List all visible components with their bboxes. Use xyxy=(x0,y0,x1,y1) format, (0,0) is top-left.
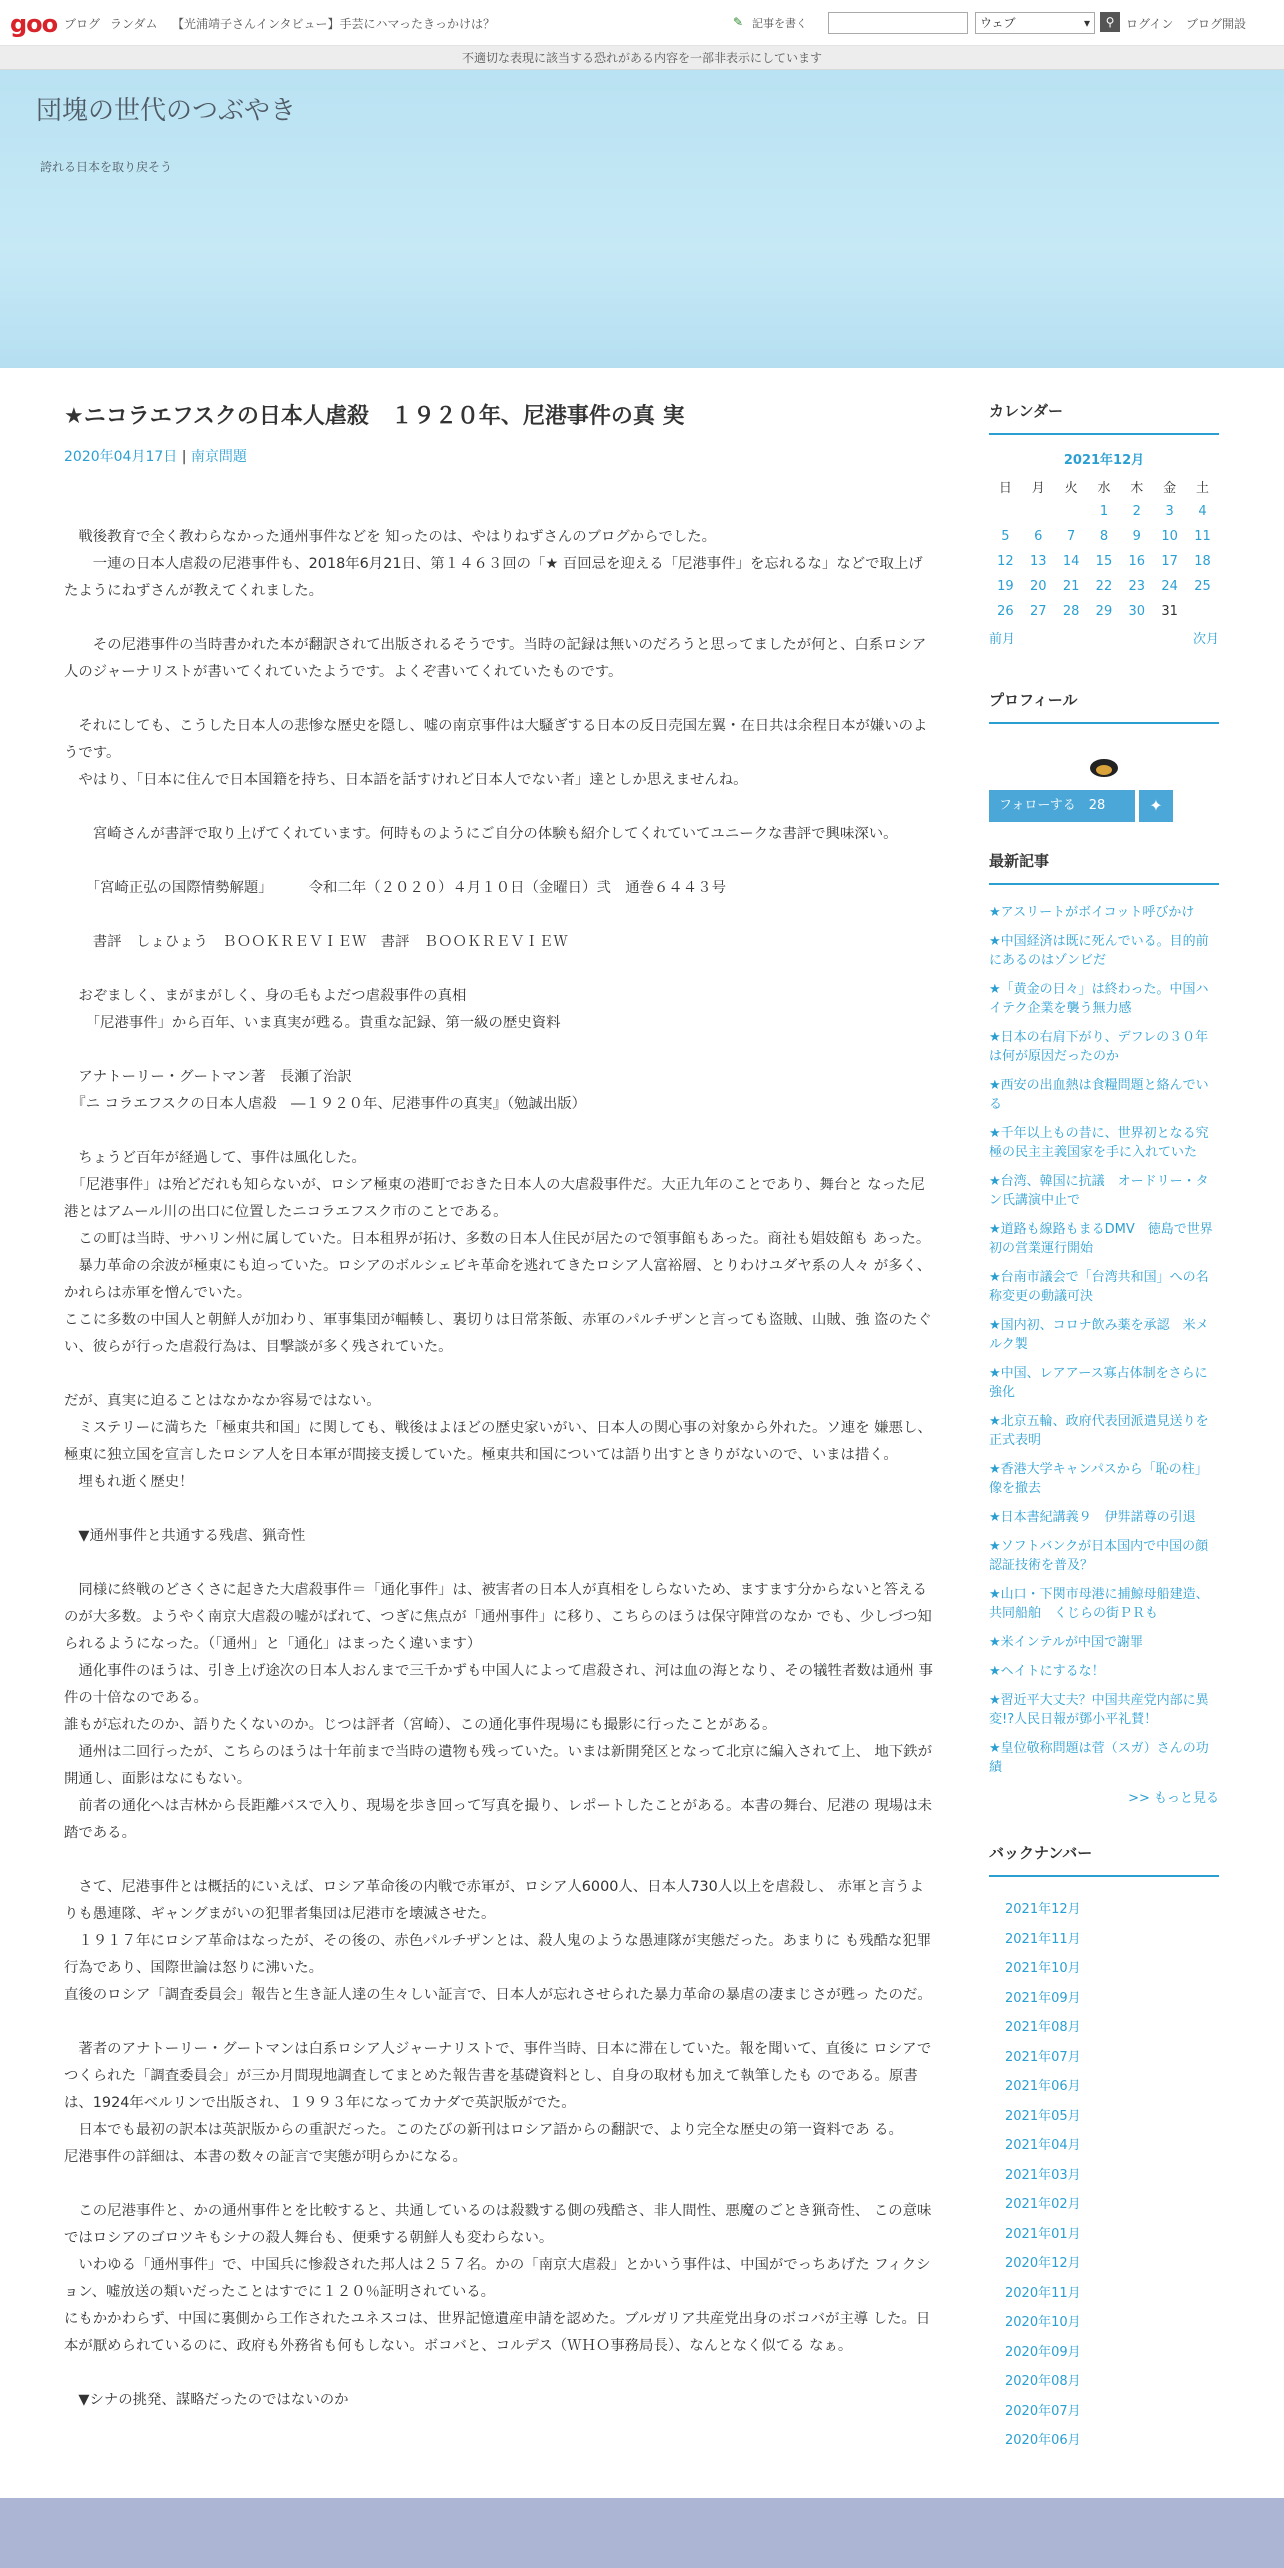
article-paragraph: 暴力革命の余波が極東にも迫っていた。ロシアのボルシェビキ革命を逃れてきたロシア人富裕層、とりわけユダヤ系の人々 が多く、かれらは赤軍を憎んでいた。 xyxy=(64,1258,932,1301)
calendar-day[interactable] xyxy=(989,574,1022,599)
archive-month-link[interactable]: 2020年08月 xyxy=(1005,2374,1081,2389)
article-paragraph: 同様に終戦のどさくさに起きた大虐殺事件＝「通化事件」は、被害者の日本人が真相をしらないため、ますます分からないと答えるのが大多数。ようやく南京大虐殺の嘘がばれて、つぎに焦点が「通州事件」に移り、こちらのほうは保守陣営のなか でも、少しづつ知られるようになった。（「通州」と「通化」はまったく違います） xyxy=(64,1582,932,1652)
calendar-day-link[interactable]: 6 xyxy=(1034,529,1043,544)
follow-button[interactable] xyxy=(989,790,1135,822)
article-paragraph: 尼港事件の詳細は、本書の数々の証言で実態が明らかになる。 xyxy=(64,2149,467,2165)
calendar-day[interactable] xyxy=(1055,549,1088,574)
calendar-day-link[interactable]: 24 xyxy=(1161,579,1178,594)
archive-month-link[interactable]: 2020年11月 xyxy=(1005,2285,1081,2301)
article-paragraph: だが、真実に迫ることはなかなか容易ではない。 xyxy=(64,1393,381,1409)
recent-article-link[interactable]: ★中国、レアアース寡占体制をさらに強化 xyxy=(989,1366,1208,1400)
archive-month-link[interactable]: 2021年11月 xyxy=(1005,1931,1081,1947)
recent-article-link[interactable]: ★アスリートがボイコット呼びかけ xyxy=(989,905,1195,920)
recent-article-link[interactable]: ★「黄金の日々」は終わった。中国ハイテク企業を襲う無力感 xyxy=(989,982,1209,1016)
article xyxy=(64,400,934,2414)
calendar-day[interactable] xyxy=(1022,574,1055,599)
article-paragraph: ミステリーに満ちた「極東共和国」に関しても、戦後はよほどの歴史家いがい、日本人の関心事の対象から外れた。ソ連を 嫌悪し、極東に独立国を宣言したロシア人を日本軍が間接支援していた。極東共和国については語り出すときりがないので、いまは措く。 xyxy=(64,1420,932,1463)
recent-article-link[interactable]: ★西安の出血熱は食糧問題と絡んでいる xyxy=(989,1078,1209,1112)
article-paragraph: やはり、「日本に住んで日本国籍を持ち、日本語を話すけれど日本人でない者」達としか思えませんね。 xyxy=(64,772,748,788)
article-paragraph: さて、尼港事件とは概括的にいえば、ロシア革命後の内戦で赤軍が、ロシア人6000人、日本人730人以上を虐殺し、 赤軍と言うよりも愚連隊、ギャングまがいの犯罪者集団は尼港市を壊滅させた。 xyxy=(64,1879,924,1922)
recent-article-link[interactable]: ★山口・下関市母港に捕鯨母船建造、共同船舶 くじらの街ＰＲも xyxy=(989,1587,1209,1621)
archive-month-link[interactable]: 2021年08月 xyxy=(1005,2020,1081,2035)
article-paragraph: 「尼港事件」は殆どだれも知らないが、ロシア極東の港町でおきた日本人の大虐殺事件だ。大正九年のことであり、舞台と なった尼港とはアムール川の出口に位置したニコラエフスク市のことである。 xyxy=(64,1177,925,1220)
article-title: ★ニコラエフスクの日本人虐殺 １９２０年、尼港事件の真 実 xyxy=(64,404,685,429)
calendar-day[interactable] xyxy=(1088,499,1121,524)
calendar-day-link[interactable]: 13 xyxy=(1029,554,1047,569)
calendar-day-link[interactable]: 26 xyxy=(997,604,1014,619)
calendar-day[interactable] xyxy=(1153,524,1186,549)
article-paragraph xyxy=(64,1847,934,1874)
archive-month-link[interactable]: 2021年12月 xyxy=(1005,1902,1081,1917)
blog-header xyxy=(0,70,1284,368)
archive-month-link[interactable]: 2020年06月 xyxy=(1005,2433,1081,2448)
article-paragraph xyxy=(64,2171,934,2198)
search-scope-value: ウェブ xyxy=(980,16,1016,30)
meta-separator: | xyxy=(181,449,187,465)
calendar-table xyxy=(989,474,1219,624)
calendar-day-link[interactable]: 20 xyxy=(1029,579,1047,594)
article-paragraph: 戦後教育で全く教わらなかった通州事件などを 知ったのは、やはりねずさんのブログからでした。 xyxy=(64,529,717,545)
calendar-day-link[interactable]: 23 xyxy=(1128,579,1146,594)
calendar-day-link[interactable]: 28 xyxy=(1062,604,1080,619)
article-paragraph: それにしても、こうした日本人の悲惨な歴史を隠し、嘘の南京事件は大騒ぎする日本の反日売国左翼・在日共は余程日本が嫌いのようです。 xyxy=(64,718,928,761)
article-paragraph: ▼シナの挑発、謀略だったのではないのか xyxy=(64,2392,349,2408)
article-paragraph: 通州は二回行ったが、こちらのほうは十年前まで当時の遺物も残っていた。いまは新開発区となって北京に編入されて上、 地下鉄が開通し、面影はなにもない。 xyxy=(64,1744,933,1787)
article-paragraph: 宮崎さんが書評で取り上げてくれています。何時ものようにご自分の体験も紹介してくれていてユニークな書評で興味深い。 xyxy=(64,826,898,842)
calendar-day[interactable] xyxy=(1088,549,1121,574)
calendar-day-link[interactable]: 18 xyxy=(1194,554,1211,569)
open-blog-link[interactable]: ブログ開設 xyxy=(1186,17,1247,31)
article-category-link[interactable]: 南京問題 xyxy=(190,449,247,465)
calendar-day-link[interactable]: 12 xyxy=(997,554,1014,569)
calendar-day-link[interactable]: 5 xyxy=(1001,529,1010,544)
article-paragraph xyxy=(64,1496,934,1523)
calendar-day-link[interactable]: 10 xyxy=(1161,529,1178,544)
calendar-day[interactable] xyxy=(989,549,1022,574)
calendar-day-link[interactable]: 2 xyxy=(1132,504,1141,519)
calendar-weekday: 水 xyxy=(1097,481,1111,496)
article-paragraph xyxy=(64,956,934,983)
calendar-weekday: 土 xyxy=(1196,481,1210,496)
recent-article-link[interactable]: ★道路も線路もまるDMV 徳島で世界初の営業運行開始 xyxy=(989,1222,1213,1256)
recent-article-link[interactable]: ★米インテルが中国で謝罪 xyxy=(989,1635,1144,1650)
article-paragraph xyxy=(64,902,934,929)
article-paragraph: 日本でも最初の訳本は英訳版からの重訳だった。このたびの新刊はロシア語からの翻訳で、より完全な歴史の第一資料であ る。 xyxy=(64,2122,903,2138)
global-topbar xyxy=(0,0,1284,46)
bottom-overlay xyxy=(0,2498,1284,2568)
recent-article-link[interactable]: ★北京五輪、政府代表団派遣見送りを正式表明 xyxy=(989,1414,1209,1448)
calendar-day[interactable] xyxy=(1153,574,1186,599)
follow-count: 28 xyxy=(1088,798,1106,813)
calendar-day-link[interactable]: 21 xyxy=(1062,579,1080,594)
article-paragraph xyxy=(64,1118,934,1145)
article-paragraph: ▼通州事件と共通する残虐、猟奇性 xyxy=(64,1528,306,1544)
calendar-day-link[interactable]: 4 xyxy=(1198,504,1207,519)
article-body xyxy=(64,524,934,2414)
archive-month-link[interactable]: 2021年06月 xyxy=(1005,2079,1081,2094)
recent-heading: 最新記事 xyxy=(989,850,1219,885)
article-paragraph: 一連の日本人虐殺の尼港事件も、2018年6月21日、第１４６３回の「★ 百回忌を迎える「尼港事件」を忘れるな」などで取上げたようにねずさんが教えてくれました。 xyxy=(64,556,923,599)
calendar-day-link[interactable]: 8 xyxy=(1099,529,1109,544)
article-paragraph: ここに多数の中国人と朝鮮人が加わり、軍事集団が輻輳し、裏切りは日常茶飯、赤軍のパルチザンと言っても盗賊、山賊、強 盗のたぐい、彼らが行った虐殺行為は、目撃談が多く残されていた。 xyxy=(64,1312,932,1355)
article-paragraph: 著者のアナトーリー・グートマンは白系ロシア人ジャーナリストで、事件当時、日本に滞在していた。報を聞いて、直後に ロシアでつくられた「調査委員会」が三か月間現地調査してまとめた報告書を基礎資料とし、自身の取材も加えて執筆したも のである。原書は、1924年ベルリンで出版され、１９９３年になってカナダで英訳版がでた。 xyxy=(64,2041,932,2111)
calendar-day-link[interactable]: 15 xyxy=(1095,554,1113,569)
recent-article-link[interactable]: ★台湾、韓国に抗議 オードリー・タン氏講演中止で xyxy=(989,1174,1209,1208)
recent-article-link[interactable]: ★香港大学キャンパスから「恥の柱」像を撤去 xyxy=(989,1462,1208,1496)
article-paragraph: 「宮崎正弘の国際情勢解題」 令和二年（２０２０）４月１０日（金曜日）弐 通巻６４４３号 xyxy=(64,880,726,896)
search-icon[interactable]: ⚲ xyxy=(1100,12,1120,32)
archive-month-link[interactable]: 2020年12月 xyxy=(1005,2256,1081,2271)
recent-article-link[interactable]: ★日本書紀講義９ 伊弉諾尊の引退 xyxy=(989,1510,1196,1525)
calendar-prev-link[interactable]: 前月 xyxy=(989,632,1016,647)
calendar-weekday: 木 xyxy=(1130,481,1144,496)
search-scope-select[interactable] xyxy=(975,12,1095,34)
article-date: 2020年04月17日 xyxy=(64,449,178,465)
archive-month-link[interactable]: 2021年09月 xyxy=(1005,1990,1081,2006)
article-paragraph: 埋もれ逝く歴史！ xyxy=(64,1474,194,1490)
article-paragraph: その尼港事件の当時書かれた本が翻訳されて出版されるそうです。当時の記録は無いのだろうと思ってましたが何と、白系ロシア人のジャーナリストが書いてくれていたようです。よくぞ書いてくれていたものです。 xyxy=(64,637,927,680)
profile-avatar[interactable] xyxy=(989,754,1219,778)
article-paragraph: おぞましく、まがまがしく、身の毛もよだつ虐殺事件の真相 xyxy=(64,988,467,1004)
article-paragraph xyxy=(64,686,934,713)
notice-bar: 不適切な表現に該当する恐れがある内容を一部非表示にしています xyxy=(0,46,1284,70)
calendar-day-link[interactable]: 29 xyxy=(1095,604,1113,619)
login-link[interactable]: ログイン xyxy=(1126,17,1174,31)
calendar-day[interactable] xyxy=(989,524,1022,549)
calendar-day[interactable] xyxy=(1055,524,1088,549)
article-paragraph xyxy=(64,1550,934,1577)
archive-month-link[interactable]: 2021年04月 xyxy=(1005,2138,1081,2153)
article-paragraph: 「尼港事件」から百年、いま真実が甦る。貴重な記録、第一級の歴史資料 xyxy=(64,1015,561,1031)
article-meta xyxy=(64,446,934,466)
calendar-day-link[interactable]: 14 xyxy=(1062,554,1080,569)
calendar-day[interactable] xyxy=(1186,499,1219,524)
profile-heading: プロフィール xyxy=(989,689,1219,724)
archive-month-link[interactable]: 2021年02月 xyxy=(1005,2197,1081,2212)
recent-article-link[interactable]: ★ヘイトにするな！ xyxy=(989,1664,1105,1679)
calendar-day xyxy=(1186,599,1219,624)
calendar-day-link[interactable]: 16 xyxy=(1128,554,1146,569)
calendar-day[interactable] xyxy=(1088,524,1121,549)
article-paragraph: １９１７年にロシア革命はなったが、その後の、赤色パルチザンとは、殺人鬼のような愚連隊が実態だった。あまりに も残酷な犯罪行為であり、国際世論は怒りに沸いた。 xyxy=(64,1933,932,1976)
article-paragraph: いわゆる「通州事件」で、中国兵に惨殺された邦人は２５７名。かの「南京大虐殺」とかいう事件は、中国がでっちあげた フィクション、嘘放送の類いだったことはすでに１２０％証明されている。 xyxy=(64,2257,931,2300)
topbar-link-random[interactable]: ランダム xyxy=(110,17,158,31)
archive-month-link[interactable]: 2020年09月 xyxy=(1005,2344,1081,2360)
calendar-weekday: 日 xyxy=(998,481,1012,496)
calendar-day[interactable] xyxy=(1153,549,1186,574)
article-paragraph xyxy=(64,2360,934,2387)
calendar-day[interactable] xyxy=(1186,549,1219,574)
calendar-day-link[interactable]: 22 xyxy=(1095,579,1113,594)
archive-month-link[interactable]: 2021年05月 xyxy=(1005,2108,1081,2124)
recent-article-link[interactable]: ★ソフトバンクが日本国内で中国の顔認証技術を普及？ xyxy=(989,1539,1209,1573)
article-paragraph: 誰もが忘れたのか、語りたくないのか。じつは評者（宮崎）、この通化事件現場にも撮影に行ったことがある。 xyxy=(64,1717,777,1733)
recent-article-link[interactable]: ★国内初、コロナ飲み薬を承認 米メルク製 xyxy=(989,1318,1209,1352)
pencil-icon: ✎ xyxy=(733,15,744,29)
article-paragraph: ちょうど百年が経過して、事件は風化した。 xyxy=(64,1150,366,1166)
blog-description: 誇れる日本を取り戻そう xyxy=(40,160,173,174)
calendar-day-link[interactable]: 30 xyxy=(1128,604,1146,619)
calendar-day-link[interactable]: 17 xyxy=(1161,554,1178,569)
blog-title[interactable]: 団塊の世代のつぶやき xyxy=(36,96,297,126)
topbar-link-blog[interactable]: ブログ xyxy=(64,17,101,31)
article-paragraph: 通化事件のほうは、引き上げ途次の日本人おんまで三千かずも中国人によって虐殺され、河は血の海となり、その犠牲者数は通州 事件の十倍なのである。 xyxy=(64,1663,933,1706)
calendar-day-link[interactable]: 27 xyxy=(1029,604,1047,619)
calendar xyxy=(989,449,1219,647)
recent-article-link[interactable]: ★千年以上もの昔に、世界初となる究極の民主主義国家を手に入れていた xyxy=(989,1126,1209,1160)
article-paragraph: 書評 しょひょう ＢＯＯＫＲＥＶＩＥＷ 書評 ＢＯＯＫＲＥＶＩＥＷ xyxy=(64,934,568,950)
calendar-day-link[interactable]: 1 xyxy=(1099,504,1109,519)
calendar-day-link[interactable]: 19 xyxy=(997,579,1014,594)
recent-article-link[interactable]: ★習近平大丈夫？中国共産党内部に異変!?人民日報が鄧小平礼賛！ xyxy=(989,1693,1209,1727)
topbar-link-feature[interactable]: 【光浦靖子さんインタビュー】手芸にハマったきっかけは？ xyxy=(172,17,496,31)
calendar-day[interactable] xyxy=(1186,574,1219,599)
article-paragraph: 『ニ コラエフスクの日本人虐殺 ―１９２０年、尼港事件の真実』（勉誠出版） xyxy=(64,1096,587,1112)
calendar-day[interactable] xyxy=(1022,549,1055,574)
calendar-month: 2021年12月 xyxy=(1063,453,1145,468)
calendar-day[interactable] xyxy=(1153,499,1186,524)
recent-article-link[interactable]: ★台南市議会で「台湾共和国」への名称変更の動議可決 xyxy=(989,1270,1209,1304)
calendar-day[interactable] xyxy=(1022,524,1055,549)
archive-month-link[interactable]: 2021年10月 xyxy=(1005,1961,1081,1976)
recent-article-link[interactable]: ★日本の右肩下がり、デフレの３０年は何が原因だったのか xyxy=(989,1030,1209,1064)
article-paragraph: 前者の通化へは吉林から長距離バスで入り、現場を歩き回って写真を撮り、レポートしたことがある。本書の舞台、尼港の 現場は未踏である。 xyxy=(64,1798,933,1841)
calendar-weekday: 火 xyxy=(1064,481,1078,496)
archive-month-link[interactable]: 2020年10月 xyxy=(1005,2315,1081,2330)
article-paragraph xyxy=(64,794,934,821)
calendar-day[interactable] xyxy=(989,599,1022,624)
chevron-down-icon: ▾ xyxy=(1083,16,1090,30)
calendar-day[interactable] xyxy=(1022,599,1055,624)
article-paragraph: 直後のロシア「調査委員会」報告と生き証人達の生々しい証言で、日本人が忘れさせられた暴力革命の暴虐の凄まじさが甦っ たのだ。 xyxy=(64,1987,932,2003)
calendar-day-link[interactable]: 7 xyxy=(1066,529,1076,544)
archive-month-link[interactable]: 2020年07月 xyxy=(1005,2403,1081,2419)
calendar-day[interactable] xyxy=(1088,599,1121,624)
recent-article-link[interactable]: ★中国経済は既に死んでいる。目的前にあるのはゾンビだ xyxy=(989,934,1209,968)
calendar-day[interactable] xyxy=(1120,499,1153,524)
archive-month-link[interactable]: 2021年07月 xyxy=(1005,2049,1081,2065)
write-article-link[interactable]: 記事を書く xyxy=(752,17,807,30)
calendar-day[interactable] xyxy=(1088,574,1121,599)
calendar-day-link[interactable]: 11 xyxy=(1194,529,1211,544)
calendar-weekday: 月 xyxy=(1031,481,1045,496)
calendar-day-link[interactable]: 3 xyxy=(1165,504,1174,519)
article-paragraph: この町は当時、サハリン州に属していた。日本租界が拓け、多数の日本人住民が居たので領事館もあった。商社も娼妓館も あった。 xyxy=(64,1231,931,1247)
calendar-day[interactable] xyxy=(1055,574,1088,599)
archive-month-link[interactable]: 2021年01月 xyxy=(1005,2226,1081,2242)
article-paragraph xyxy=(64,848,934,875)
calendar-heading: カレンダー xyxy=(989,400,1219,435)
follow-label: フォローする xyxy=(999,798,1076,813)
calendar-day-link[interactable]: 9 xyxy=(1132,529,1141,544)
recent-article-link[interactable]: ★皇位敬称問題は菅（スガ）さんの功績 xyxy=(989,1741,1209,1775)
sidebar xyxy=(989,400,1219,2456)
article-paragraph: にもかかわらず、中国に裏側から工作されたユネスコは、世界記憶遺産申請を認めた。ブルガリア共産党出身のボコバが主導 した。日本が厭められているのに、政府も外務省も何もしない。ボコバと、コルデス（ＷＨＯ事務局長）、なんとなく似てる なぁ。 xyxy=(64,2311,931,2354)
calendar-day[interactable] xyxy=(1120,549,1153,574)
calendar-day xyxy=(989,499,1022,524)
archive-month-link[interactable]: 2021年03月 xyxy=(1005,2167,1081,2183)
twitter-icon[interactable]: ✦ xyxy=(1139,790,1173,822)
calendar-day[interactable] xyxy=(1055,599,1088,624)
search-input[interactable] xyxy=(828,12,968,34)
calendar-day xyxy=(1055,499,1088,524)
article-paragraph: アナトーリー・グートマン著 長瀬了治訳 xyxy=(64,1069,352,1085)
calendar-day: 31 xyxy=(1161,604,1178,619)
more-link[interactable]: >> もっと見る xyxy=(1128,1791,1219,1806)
article-paragraph xyxy=(64,2009,934,2036)
calendar-day[interactable] xyxy=(1120,574,1153,599)
article-paragraph xyxy=(64,1361,934,1388)
calendar-weekday: 金 xyxy=(1163,481,1177,496)
calendar-day[interactable] xyxy=(1186,524,1219,549)
recent-list xyxy=(989,903,1219,1777)
article-paragraph xyxy=(64,1037,934,1064)
calendar-day[interactable] xyxy=(1120,524,1153,549)
calendar-day-link[interactable]: 25 xyxy=(1194,579,1211,594)
calendar-day xyxy=(1022,499,1055,524)
calendar-next-link[interactable]: 次月 xyxy=(1192,632,1219,647)
goo-logo[interactable]: goo xyxy=(10,10,58,38)
calendar-day[interactable] xyxy=(1120,599,1153,624)
article-paragraph: この尼港事件と、かの通州事件とを比較すると、共通しているのは殺戮する側の残酷さ、非人間性、悪魔のごとき猟奇性、 この意味ではロシアのゴロツキもシナの殺人舞台も、便乗する朝鮮人も変わらない。 xyxy=(64,2203,932,2246)
article-paragraph xyxy=(64,605,934,632)
archive-heading: バックナンバー xyxy=(989,1842,1219,1877)
archive-list xyxy=(989,1895,1219,2456)
